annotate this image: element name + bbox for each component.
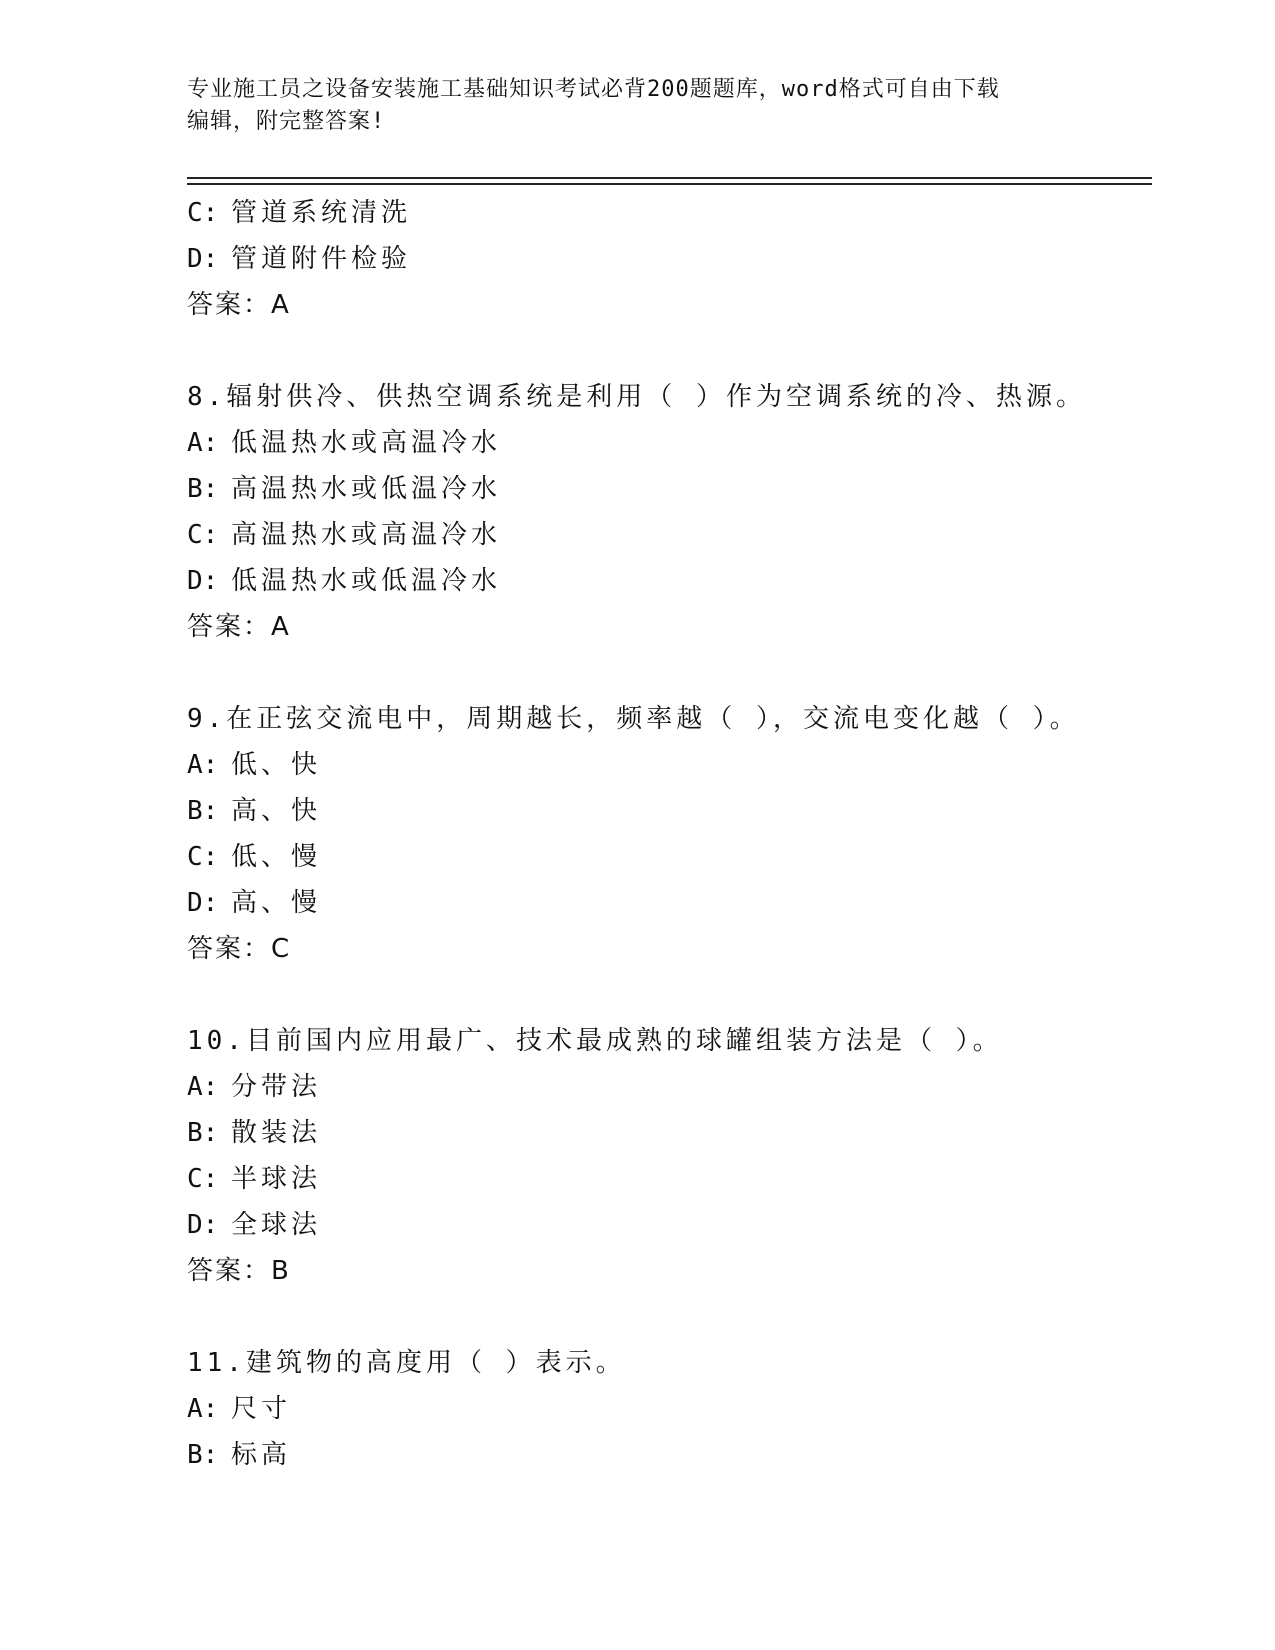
header-title-line-2: 编辑，附完整答案!	[187, 109, 386, 134]
option-text: 管道系统清洗	[231, 198, 412, 228]
answer-line: 答案：A	[187, 612, 291, 642]
option-text: 半球法	[231, 1164, 322, 1194]
header-divider-bottom	[187, 183, 1152, 185]
option-letter: C:	[187, 520, 219, 550]
option-c	[187, 512, 1152, 558]
option-letter: B:	[187, 474, 219, 504]
option-b	[187, 788, 1152, 834]
option-b	[187, 1432, 1152, 1478]
answer-line: 答案：C	[187, 934, 292, 964]
question-10	[187, 1018, 1152, 1294]
option-letter: B:	[187, 1440, 219, 1470]
option-letter: C:	[187, 198, 219, 228]
option-a	[187, 1386, 1152, 1432]
option-text: 高、慢	[231, 888, 322, 918]
option-text: 高温热水或高温冷水	[231, 520, 502, 550]
option-text: 低温热水或低温冷水	[231, 566, 502, 596]
option-text: 低、快	[231, 750, 322, 780]
option-letter: D:	[187, 1210, 219, 1240]
question-stem: 9.在正弦交流电中，周期越长，频率越（ ），交流电变化越（ ）。	[187, 704, 1080, 734]
option-letter: B:	[187, 1118, 219, 1148]
option-a	[187, 1064, 1152, 1110]
option-d	[187, 236, 1152, 282]
option-text: 高、快	[231, 796, 322, 826]
question-8	[187, 374, 1152, 650]
option-text: 低、慢	[231, 842, 322, 872]
option-d	[187, 880, 1152, 926]
option-letter: D:	[187, 566, 219, 596]
question-stem: 11.建筑物的高度用（ ）表示。	[187, 1348, 626, 1378]
option-b	[187, 466, 1152, 512]
answer-line: 答案：B	[187, 1256, 291, 1286]
option-a	[187, 742, 1152, 788]
option-text: 散装法	[231, 1118, 322, 1148]
question-11	[187, 1340, 1152, 1478]
option-d	[187, 558, 1152, 604]
answer-line: 答案：A	[187, 290, 291, 320]
option-text: 高温热水或低温冷水	[231, 474, 502, 504]
option-b	[187, 1110, 1152, 1156]
option-letter: D:	[187, 244, 219, 274]
question-stem: 8.辐射供冷、供热空调系统是利用（ ）作为空调系统的冷、热源。	[187, 382, 1086, 412]
option-letter: A:	[187, 1072, 219, 1102]
option-c	[187, 190, 1152, 236]
header-title-line-1: 专业施工员之设备安装施工基础知识考试必背200题题库，word格式可自由下载	[187, 77, 1000, 102]
option-letter: A:	[187, 1394, 219, 1424]
option-letter: B:	[187, 796, 219, 826]
option-d	[187, 1202, 1152, 1248]
option-c	[187, 834, 1152, 880]
option-letter: A:	[187, 428, 219, 458]
option-text: 分带法	[231, 1072, 322, 1102]
option-text: 管道附件检验	[231, 244, 412, 274]
option-letter: C:	[187, 842, 219, 872]
option-letter: C:	[187, 1164, 219, 1194]
question-stem: 10.目前国内应用最广、技术最成熟的球罐组装方法是（ ）。	[187, 1026, 1003, 1056]
header-divider-top	[187, 177, 1152, 179]
option-text: 全球法	[231, 1210, 322, 1240]
question-9	[187, 696, 1152, 972]
document-header	[187, 74, 1067, 138]
option-text: 尺寸	[231, 1394, 292, 1424]
option-c	[187, 1156, 1152, 1202]
question-list	[187, 190, 1152, 1478]
question-carryover	[187, 190, 1152, 328]
option-text: 低温热水或高温冷水	[231, 428, 502, 458]
option-letter: D:	[187, 888, 219, 918]
option-letter: A:	[187, 750, 219, 780]
option-a	[187, 420, 1152, 466]
option-text: 标高	[231, 1440, 292, 1470]
